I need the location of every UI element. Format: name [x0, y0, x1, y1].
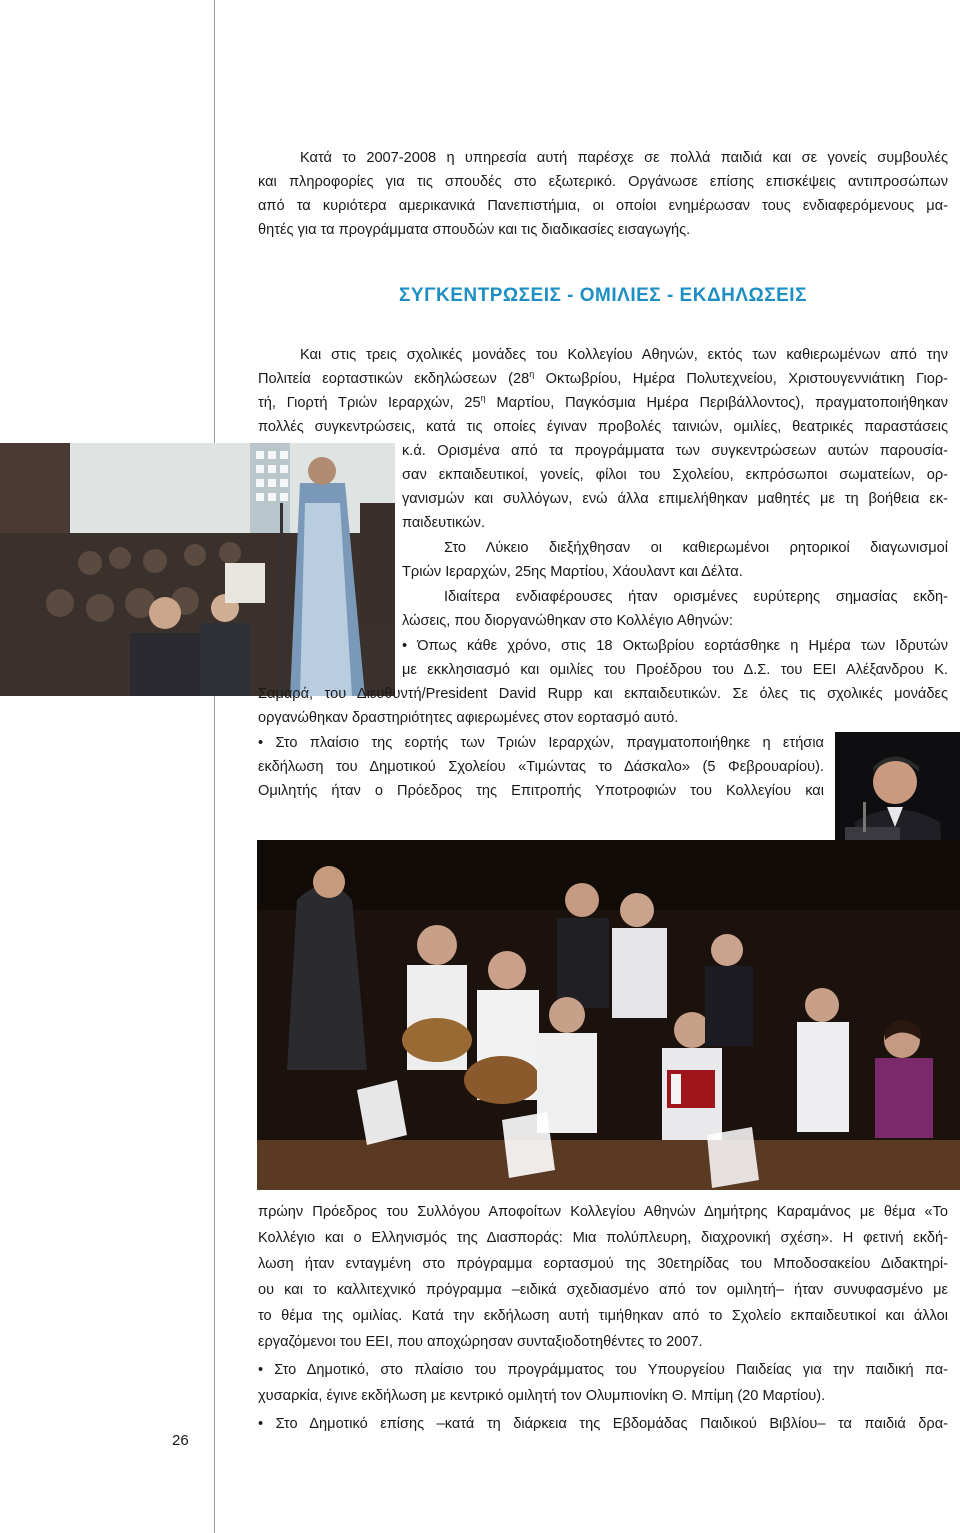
para1-line: σαν εκπαιδευτικοί, γονείς, φίλοι του Σχολείου, εκπρόσωποι σωματείων, ορ-: [402, 467, 948, 483]
intro-line: θητές για τα προγράμματα σπουδών και τις διαδικασίες εισαγωγής.: [258, 222, 691, 238]
bullet1-line: • Όπως κάθε χρόνο, στις 18 Οκτωβρίου εορτάσθηκε η Ημέρα των Ιδρυτών: [402, 638, 948, 654]
bullet4-line: • Στο Δημοτικό επίσης –κατά τη διάρκεια της Εβδομάδας Παιδικού Βιβλίου– τα παιδιά δρα-: [258, 1416, 948, 1432]
bullet2-line: εκδήλωση του Δημοτικού Σχολείου «Τιμώντας το Δάσκαλο» (5 Φεβρουαρίου).: [258, 759, 824, 775]
para1-line: τή, Γιορτή Τριών Ιεραρχών, $25^\eta$ Μαρτίου, Παγκόσμια Ημέρα Περιβάλλοντος), πραγματοποιήθηκαν: [258, 393, 948, 411]
para3-line: λώσεις, που διοργανώθηκαν στο Κολλέγιο Αθηνών:: [402, 613, 733, 629]
continuation-line: εργαζόμενοι του ΕΕΙ, που αποχώρησαν συνταξιοδοτηθέντες το 2007.: [258, 1334, 703, 1350]
para1-line: Και στις τρεις σχολικές μονάδες του Κολλεγίου Αθηνών, εκτός των καθιερωμένων από την: [300, 347, 948, 363]
para1-line: πολλές συγκεντρώσεις, κατά τις οποίες έγιναν προβολές ταινιών, ομιλίες, θεατρικές παραστάσεις: [258, 419, 948, 435]
bullet1-line: Σαμαρά, του Διευθυντή/President David Rupp και εκπαιδευτικών. Σε όλες τις σχολικές μονάδες: [258, 686, 948, 702]
para2-line: Στο Λύκειο διεξήχθησαν οι καθιερωμένοι ρητορικοί διαγωνισμοί: [444, 540, 948, 556]
para1-line: γανισμών και συλλόγων, ενώ άλλα επιμελήθηκαν μαθητές με τη βοήθεια εκ-: [402, 491, 948, 507]
bullet3-line: • Στο Δημοτικό, στο πλαίσιο του προγράμματος του Υπουργείου Παιδείας για την παιδική πα-: [258, 1362, 948, 1378]
bullet1-line: οργανώθηκαν δραστηριότητες αφιερωμένες στον εορτασμό αυτό.: [258, 710, 679, 726]
intro-line: Κατά το 2007-2008 η υπηρεσία αυτή παρέσχε σε πολλά παιδιά και σε γονείς συμβουλές: [300, 150, 948, 166]
continuation-line: πρώην Πρόεδρος του Συλλόγου Αποφοίτων Κολλεγίου Αθηνών Δημήτρης Καραμάνος με θέμα «Το: [258, 1204, 948, 1220]
bullet2-line: Ομιλητής ήταν ο Πρόεδρος της Επιτροπής Υποτροφιών του Κολλεγίου και: [258, 783, 824, 799]
bullet3-line: χυσαρκία, έγινε εκδήλωση με κεντρικό ομιλητή τον Ολυμπιονίκη Θ. Μπίμη (20 Μαρτίου).: [258, 1388, 826, 1404]
intro-line: από τα κυριότερα αμερικανικά Πανεπιστήμια, οι οποίοι ενημέρωσαν τους ενδιαφερόμενους μα-: [258, 198, 948, 214]
continuation-line: Κολλέγιο και ο Ελληνισμός της Διασποράς: Μια πολύπλευρη, διαχρονική σχέση». Η φετινή εκδή-: [258, 1230, 948, 1246]
para1-line: Πολιτεία εορταστικών εκδηλώσεων ($28^\eta$ Οκτωβρίου, Ημέρα Πολυτεχνείου, Χριστουγεννιάτικη Γιορ-: [258, 369, 948, 387]
bullet2-line: • Στο πλαίσιο της εορτής των Τριών Ιεραρχών, πραγματοποιήθηκε η ετήσια: [258, 735, 824, 751]
continuation-line: λωση ήταν ενταγμένη στο πρόγραμμα εορτασμού της 30ετηρίδας του Μποδοσακείου Διδακτηρί-: [258, 1256, 948, 1272]
bullet1-line: με εκκλησιασμό και ομιλίες του Προέδρου του Δ.Σ. του ΕΕΙ Αλέξανδρου Κ.: [402, 662, 948, 678]
para1-line: κ.ά. Ορισμένα από τα προγράμματα των συγκεντρώσεων αυτών παρουσία-: [402, 443, 948, 459]
intro-line: και πληροφορίες για τις σπουδές στο εξωτερικό. Οργάνωσε επίσης επισκέψεις αντιπροσώπων: [258, 174, 948, 190]
para3-line: Ιδιαίτερα ενδιαφέρουσες ήταν ορισμένες ευρύτερης σημασίας εκδη-: [444, 589, 948, 605]
page-number: 26: [172, 1432, 189, 1449]
margin-rule: [214, 0, 215, 1533]
continuation-line: το θέμα της ομιλίας. Κατά την εκδήλωση αυτή τιμήθηκαν από το Σχολείο εκπαιδευτικοί και άλλοι: [258, 1308, 948, 1324]
section-heading: ΣΥΓΚΕΝΤΡΩΣΕΙΣ - ΟΜΙΛΙΕΣ - ΕΚΔΗΛΩΣΕΙΣ: [399, 285, 807, 306]
musicians-photo: [257, 840, 960, 1190]
para1-line: παιδευτικών.: [402, 515, 486, 531]
continuation-line: ου και το καλλιτεχνικό πρόγραμμα –ειδικά σχεδιασμένο από τον ομιλητή– ήταν συνυφασμένο με: [258, 1282, 948, 1298]
para2-line: Τριών Ιεραρχών, 25ης Μαρτίου, Χάουλαντ και Δέλτα.: [402, 564, 743, 580]
church-service-photo: [0, 443, 395, 696]
